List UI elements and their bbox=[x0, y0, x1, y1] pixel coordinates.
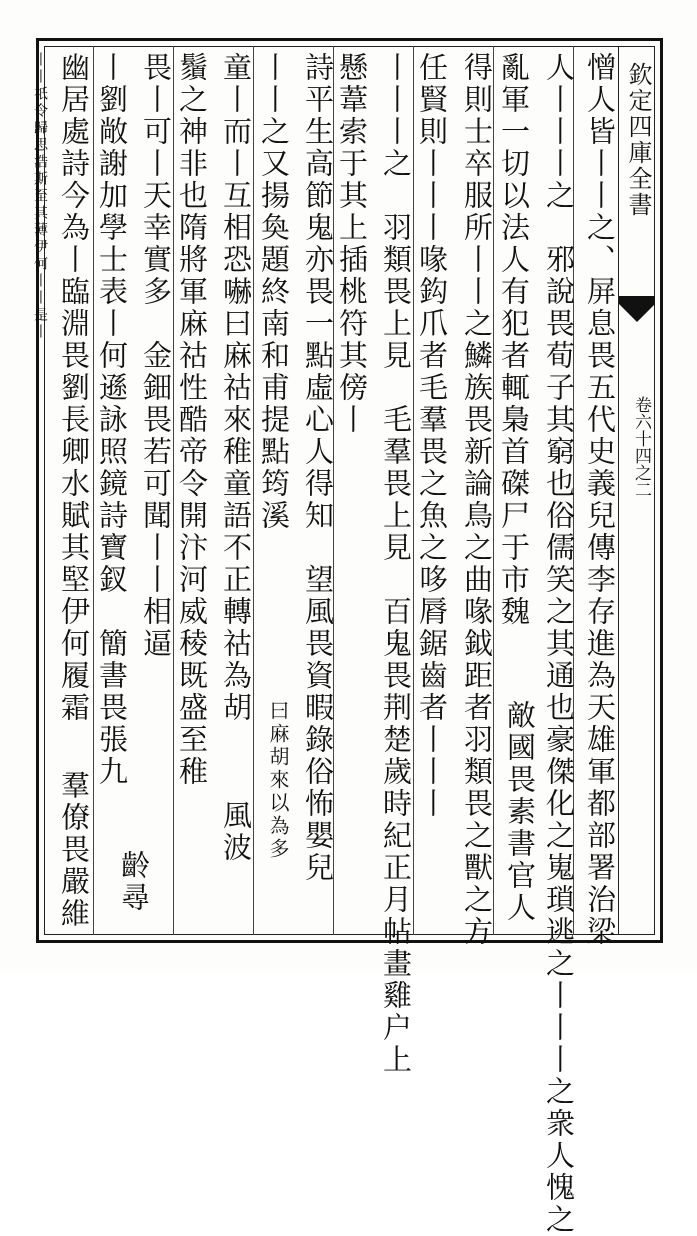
text-column-7: 丨丨丨之 羽類畏上見 毛羣畏上見 百鬼畏荆楚歲時紀正月帖畫雞户上 bbox=[379, 52, 413, 1076]
text-column-10: 丨丨之又揚奐題終南和甫提點筠溪 bbox=[257, 52, 291, 532]
text-column-9: 詩平生高節鬼亦畏一點虛心人得知 望風畏資暇錄俗怖嬰兒 bbox=[301, 52, 335, 884]
text-column-15: 畏丨可丨天幸實多 金鈿畏若可聞丨丨相逼 bbox=[139, 52, 173, 660]
text-column-12: 童丨而丨互相恐嚇曰麻祜來稚童語不正轉祜為胡 bbox=[219, 52, 253, 724]
text-column-13: 鬚之神非也隋將軍麻祜性酷帝令開汴河威稜既盛至稚 bbox=[175, 52, 209, 788]
fishtail-mark bbox=[619, 296, 655, 326]
text-column-20: 羣僚畏嚴維 bbox=[57, 770, 91, 930]
text-column-14: 風波 bbox=[219, 800, 253, 864]
text-column-19: 丨丨祇令歸思浩斯至其薄伊何丨丨是丨 bbox=[32, 52, 48, 341]
text-column-3: 亂軍一切以法人有犯者輒梟首磔尸于市魏 bbox=[497, 52, 531, 628]
text-column-4: 得則士卒服所丨丨之鱗族畏新論鳥之曲喙鉞距者羽類畏之獸之方 bbox=[460, 52, 494, 948]
text-column-5: 任賢則丨丨丨喙鈎爪者毛羣畏之魚之哆脣鋸齒者丨丨丨 bbox=[415, 52, 449, 820]
text-column-17: 齡尋 bbox=[117, 850, 151, 914]
text-column-11: 曰麻胡來以為多 bbox=[266, 700, 290, 861]
book-title: 欽定四庫全書 bbox=[624, 62, 652, 218]
text-column-16: 丨劉敞謝加學士表丨何遜詠照鏡詩寶釵 簡書畏張九 bbox=[95, 52, 129, 788]
text-column-2: 人丨丨丨之 邪說畏荀子其窮也俗儒笑之其通也豪傑化之嵬瑣逃之丨丨丨之衆人愧之 bbox=[542, 52, 576, 1236]
text-column-6: 敵國畏素書官人 bbox=[503, 700, 537, 924]
volume-label: 卷六十四之二 bbox=[631, 396, 651, 498]
text-column-18: 幽居處詩今為丨臨淵畏劉長卿水賦其堅伊何履霜 bbox=[57, 52, 91, 724]
text-column-8: 懸葦索于其上插桃符其傍丨 bbox=[335, 52, 369, 436]
text-column-1: 憎人皆丨丨之、屏息畏五代史義兒傳李存進為天雄軍都部署治梁 bbox=[583, 52, 617, 948]
